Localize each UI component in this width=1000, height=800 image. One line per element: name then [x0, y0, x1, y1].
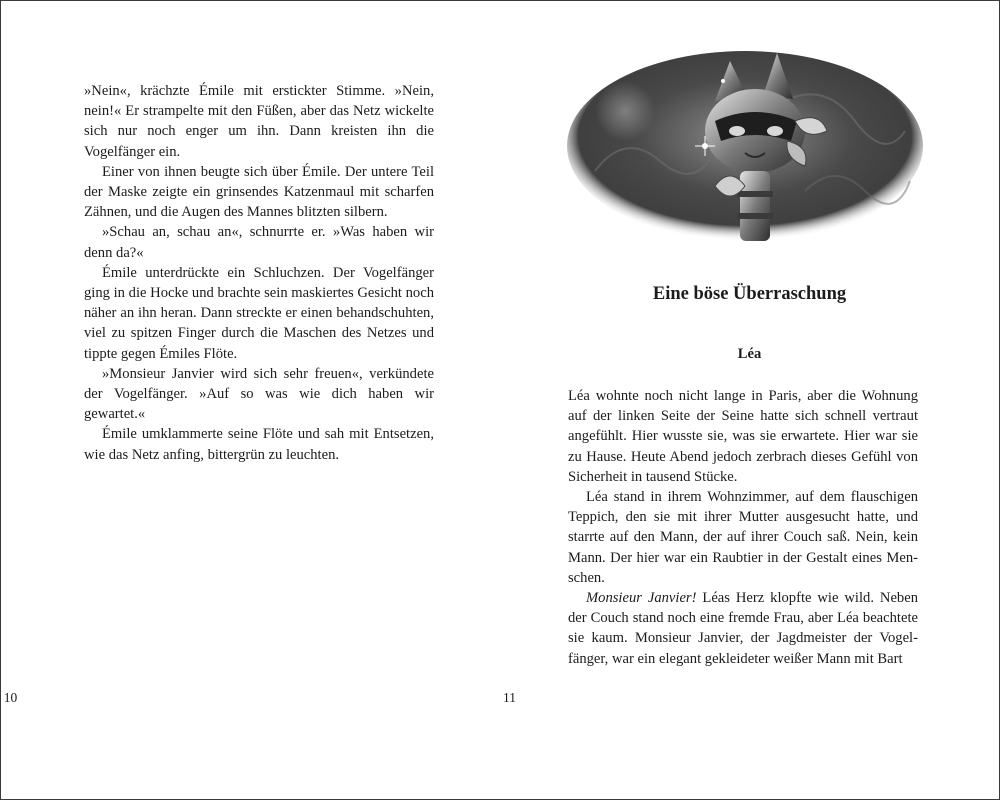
right-page — [500, 1, 999, 799]
paragraph: Léa wohnte noch nicht lange in Paris, aber die Wohnung auf der linken Seite der Seine hatte sich schnell vertraut angefühlt. Hier wusste sie, was sie erwartete. Hier war sie zu Hause. Heute Abend jedoch zerbrach dieses Gefühl von Sicherheit in tausend Stücke. — [568, 388, 918, 485]
chapter-title: Eine böse Überraschung — [652, 284, 847, 304]
paragraph: Monsieur Janvier! Léas Herz klopfte wie wild. Neben der Couch stand noch eine fremde Frau, aber Léa beachtete sie kaum. Monsieur Janvier, der Jagdmeister der Vogelfänger, war ein elegant gekleideter weißer Mann mit Bart — [568, 590, 918, 667]
paragraph: »Monsieur Janvier wird sich sehr freuen«, verkündete der Vogelfänger. »Auf so was wie dich haben wir gewartet.« — [84, 365, 434, 423]
left-page — [1, 1, 500, 799]
page-number: 10 — [3, 690, 18, 705]
paragraph: Einer von ihnen beugte sich über Émile. Der untere Teil der Maske zeigte ein grinsendes Katzenmaul mit scharfen Zähnen, und die Augen des Mannes blitzten silbern. — [84, 163, 434, 221]
left-page-text — [84, 81, 434, 465]
paragraph: »Schau an, schau an«, schnurrte er. »Was haben wir denn da?« — [84, 224, 434, 261]
emphasis: Monsieur Janvier! — [586, 590, 697, 607]
paragraph: Émile unterdrückte ein Schluchzen. Der Vogelfänger ging in die Hocke und brachte sein maskiertes Gesicht noch näher an ihn heran. Dann streckte er einen behandschuhten, viel zu spitzen Finger durch die Maschen des Netzes und tippte gegen Émiles Flöte. — [84, 264, 434, 362]
cat-masked-bird-catcher-illustration — [565, 41, 925, 256]
chapter-subtitle: Léa — [737, 346, 762, 362]
paragraph: Émile umklammerte seine Flöte und sah mit Entsetzen, wie das Netz anfing, bittergrün zu leuchten. — [84, 426, 434, 463]
right-page-text — [568, 386, 918, 669]
paragraph: Léa stand in ihrem Wohnzimmer, auf dem flauschigen Teppich, den sie mit ihrer Mutter ausgesucht hatte, und starrte auf den Mann, der auf ihrer Couch saß. Nein, kein Mann. Der hier war ein Raubtier in der Gestalt eines Menschen. — [568, 489, 918, 586]
handle — [737, 171, 773, 241]
paragraph: »Nein«, krächzte Émile mit erstickter Stimme. »Nein, nein!« Er strampelte mit den Füßen, aber das Netz wickelte sich nur noch enger um ihn. Dann kreisten ihn die Vogelfänger ein. — [84, 83, 434, 160]
page-number: 11 — [503, 690, 516, 705]
